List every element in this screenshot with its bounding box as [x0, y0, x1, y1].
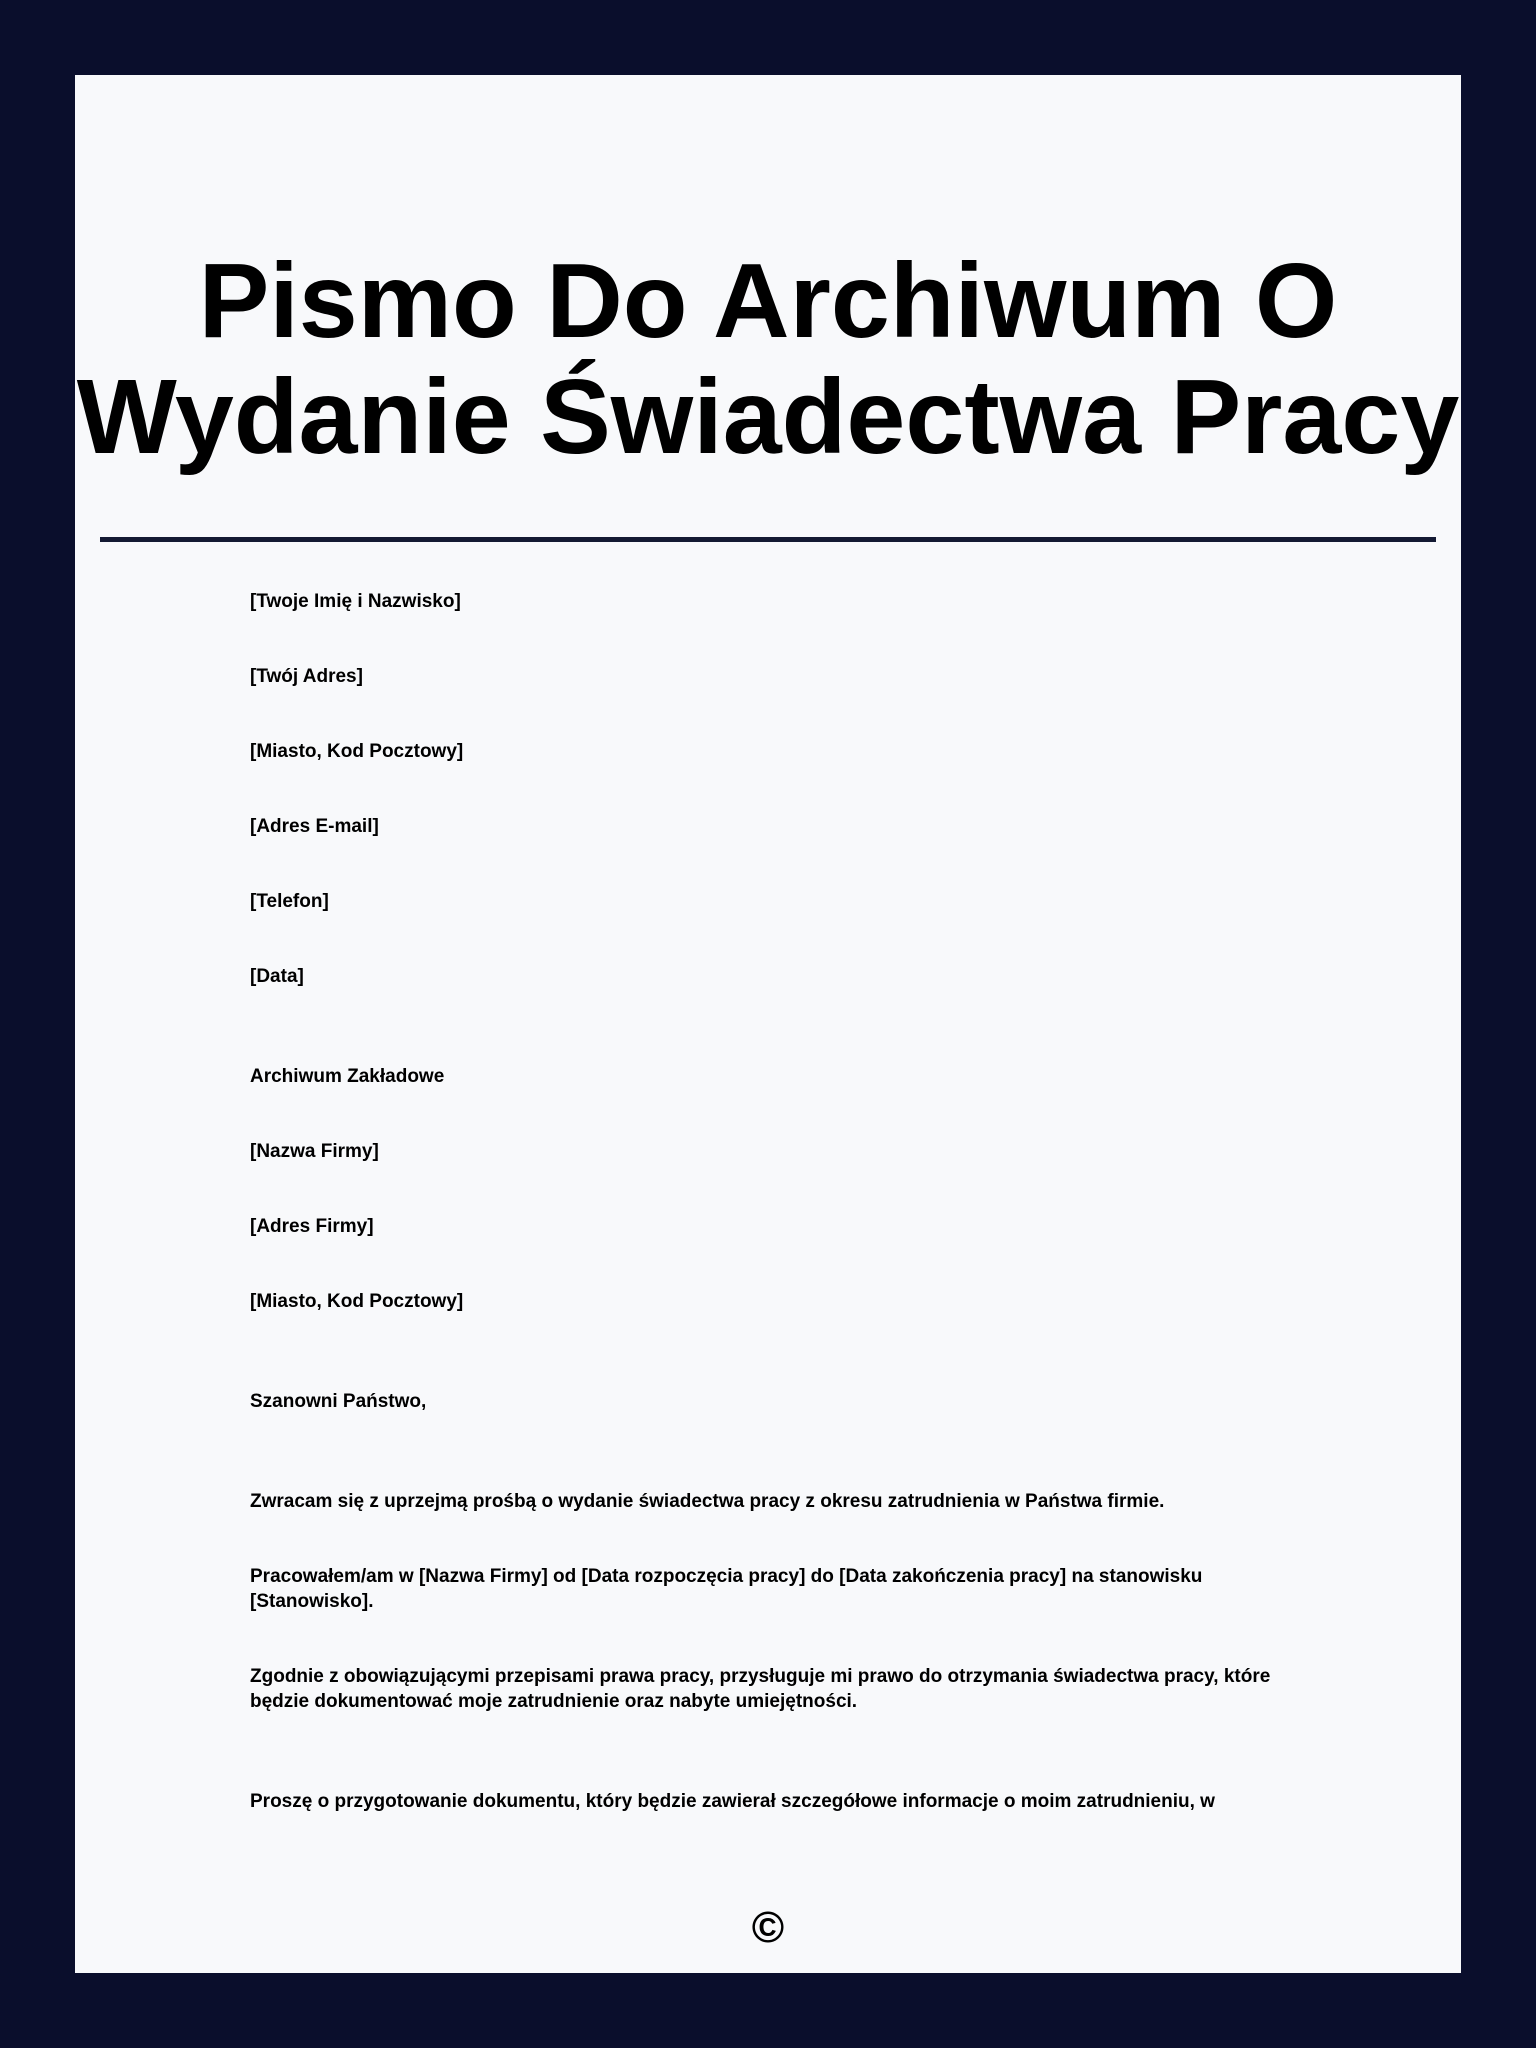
paragraph-details: Proszę o przygotowanie dokumentu, który będzie zawierał szczegółowe informacje o moim zatrudnieniu, w: [250, 1791, 1215, 1812]
sender-phone: [Telefon]: [250, 891, 329, 912]
title-line-2: Wydanie Świadectwa Pracy: [76, 358, 1460, 476]
document-title: [75, 243, 1461, 475]
sender-name: [Twoje Imię i Nazwisko]: [250, 591, 461, 612]
paragraph-employment: Pracowałem/am w [Nazwa Firmy] od [Data rozpoczęcia pracy] do [Data zakończenia pracy] na stanowisku [Stanowisko].: [250, 1566, 1203, 1612]
recipient-city: [Miasto, Kod Pocztowy]: [250, 1291, 464, 1312]
recipient-address: [Adres Firmy]: [250, 1216, 374, 1237]
paragraph-legal-basis: Zgodnie z obowiązującymi przepisami prawa pracy, przysługuje mi prawo do otrzymania świadectwa pracy, które będzie dokumentować moje zatrudnienie oraz nabyte umiejętności.: [250, 1666, 1271, 1712]
sender-email: [Adres E-mail]: [250, 816, 379, 837]
salutation: Szanowni Państwo,: [250, 1391, 427, 1412]
sender-address: [Twój Adres]: [250, 666, 363, 687]
recipient-name: Archiwum Zakładowe: [250, 1066, 445, 1087]
paragraph-request: Zwracam się z uprzejmą prośbą o wydanie świadectwa pracy z okresu zatrudnienia w Państwa firmie.: [250, 1491, 1165, 1512]
title-line-1: Pismo Do Archiwum O: [198, 242, 1338, 360]
copyright-symbol: ©: [751, 1903, 785, 1952]
document-page: [75, 75, 1461, 1973]
title-divider: [100, 537, 1436, 542]
sender-city: [Miasto, Kod Pocztowy]: [250, 741, 464, 762]
recipient-company: [Nazwa Firmy]: [250, 1141, 379, 1162]
letter-date: [Data]: [250, 966, 304, 987]
